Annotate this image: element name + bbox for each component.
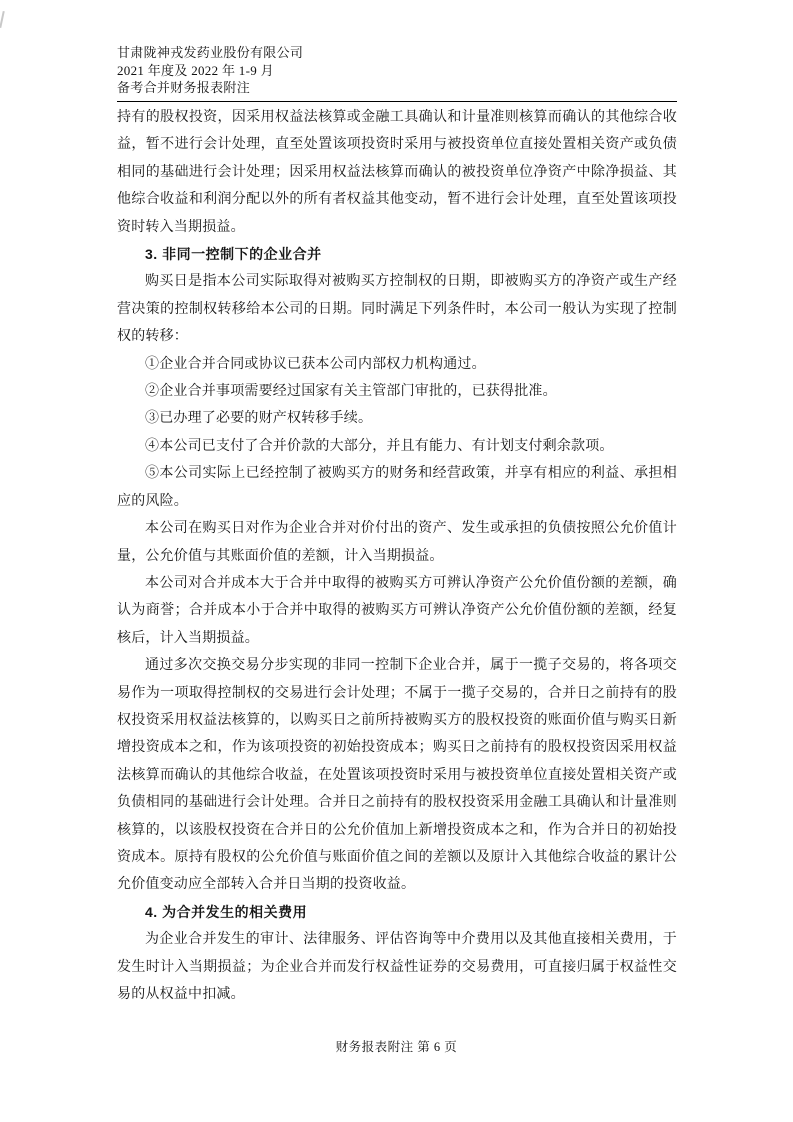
section-heading: 3. 非同一控制下的企业合并	[145, 246, 322, 263]
body-paragraph: 本公司对合并成本大于合并中取得的被购买方可辨认净资产公允价值份额的差额，确认为商誉；合并成本小于合并中取得的被购买方可辨认净资产公允价值份额的差额，经复核后，计入当期损益。	[117, 575, 677, 646]
condition-list-item: ④本公司已支付了合并价款的大部分，并且有能力、有计划支付剩余款项。	[145, 438, 614, 454]
body-paragraph: 购买日是指本公司实际取得对被购买方控制权的日期，即被购买方的净资产或生产经营决策的控制权转移给本公司的日期。同时满足下列条件时，本公司一般认为实现了控制权的转移：	[117, 274, 677, 345]
body-paragraph: 本公司在购买日对作为企业合并对价付出的资产、发生或承担的负债按照公允价值计量，公允价值与其账面价值的差额，计入当期损益。	[117, 521, 677, 564]
body-paragraph: 通过多次交换交易分步实现的非同一控制下企业合并，属于一揽子交易的，将各项交易作为一项取得控制权的交易进行会计处理；不属于一揽子交易的，合并日之前持有的股权投资采用权益法核算的，以购买日之前所持被购买方的股权投资的账面价值与购买日新增投资成本之和，作为该项投资的初始投资成本；购买日之前持有的股权投资因采用权益法核算而确认的其他综合收益，在处置该项投资时采用与被投资单位直接处置相关资产或负债相同的基础进行会计处理。合并日之前持有的股权投资采用金融工具确认和计量准则核算的，以该股权投资在合并日的公允价值加上新增投资成本之和，作为合并日的初始投资成本。原持有股权的公允价值与账面价值之间的差额以及原计入其他综合收益的累计公允价值变动应全部转入合并日当期的投资收益。	[117, 658, 677, 893]
report-title: 备考合并财务报表附注	[117, 80, 251, 95]
condition-list-item: ②企业合并事项需要经过国家有关主管部门审批的，已获得批准。	[145, 384, 557, 400]
body-paragraph: 持有的股权投资，因采用权益法核算或金融工具确认和计量准则核算而确认的其他综合收益，暂不进行会计处理，直至处置该项投资时采用与被投资单位直接处置相关资产或负债相同的基础进行会计处理；因采用权益法核算而确认的被投资单位净资产中除净损益、其他综合收益和利润分配以外的所有者权益其他变动，暂不进行会计处理，直至处置该项投资时转入当期损益。	[117, 110, 677, 235]
section-heading: 4. 为合并发生的相关费用	[145, 903, 308, 920]
header-divider	[117, 101, 677, 102]
page-footer	[0, 1038, 793, 1056]
page-header	[117, 44, 677, 97]
company-name: 甘肃陇神戎发药业股份有限公司	[117, 45, 304, 60]
condition-list-item: ①企业合并合同或协议已获本公司内部权力机构通过。	[145, 356, 486, 372]
body-paragraph: 为企业合并发生的审计、法律服务、评估咨询等中介费用以及其他直接相关费用，于发生时计入当期损益；为企业合并而发行权益性证券的交易费用，可直接归属于权益性交易的从权益中扣减。	[117, 932, 677, 1002]
document-body	[117, 104, 677, 1008]
scan-artifact	[0, 11, 5, 28]
page-number-label: 财务报表附注 第 6 页	[335, 1040, 458, 1054]
condition-list-item: ③已办理了必要的财产权转移手续。	[145, 411, 373, 427]
report-period: 2021 年度及 2022 年 1-9 月	[117, 62, 274, 78]
condition-list-item: ⑤本公司实际上已经控制了被购买方的财务和经营政策，并享有相应的利益、承担相应的风险。	[117, 466, 677, 509]
